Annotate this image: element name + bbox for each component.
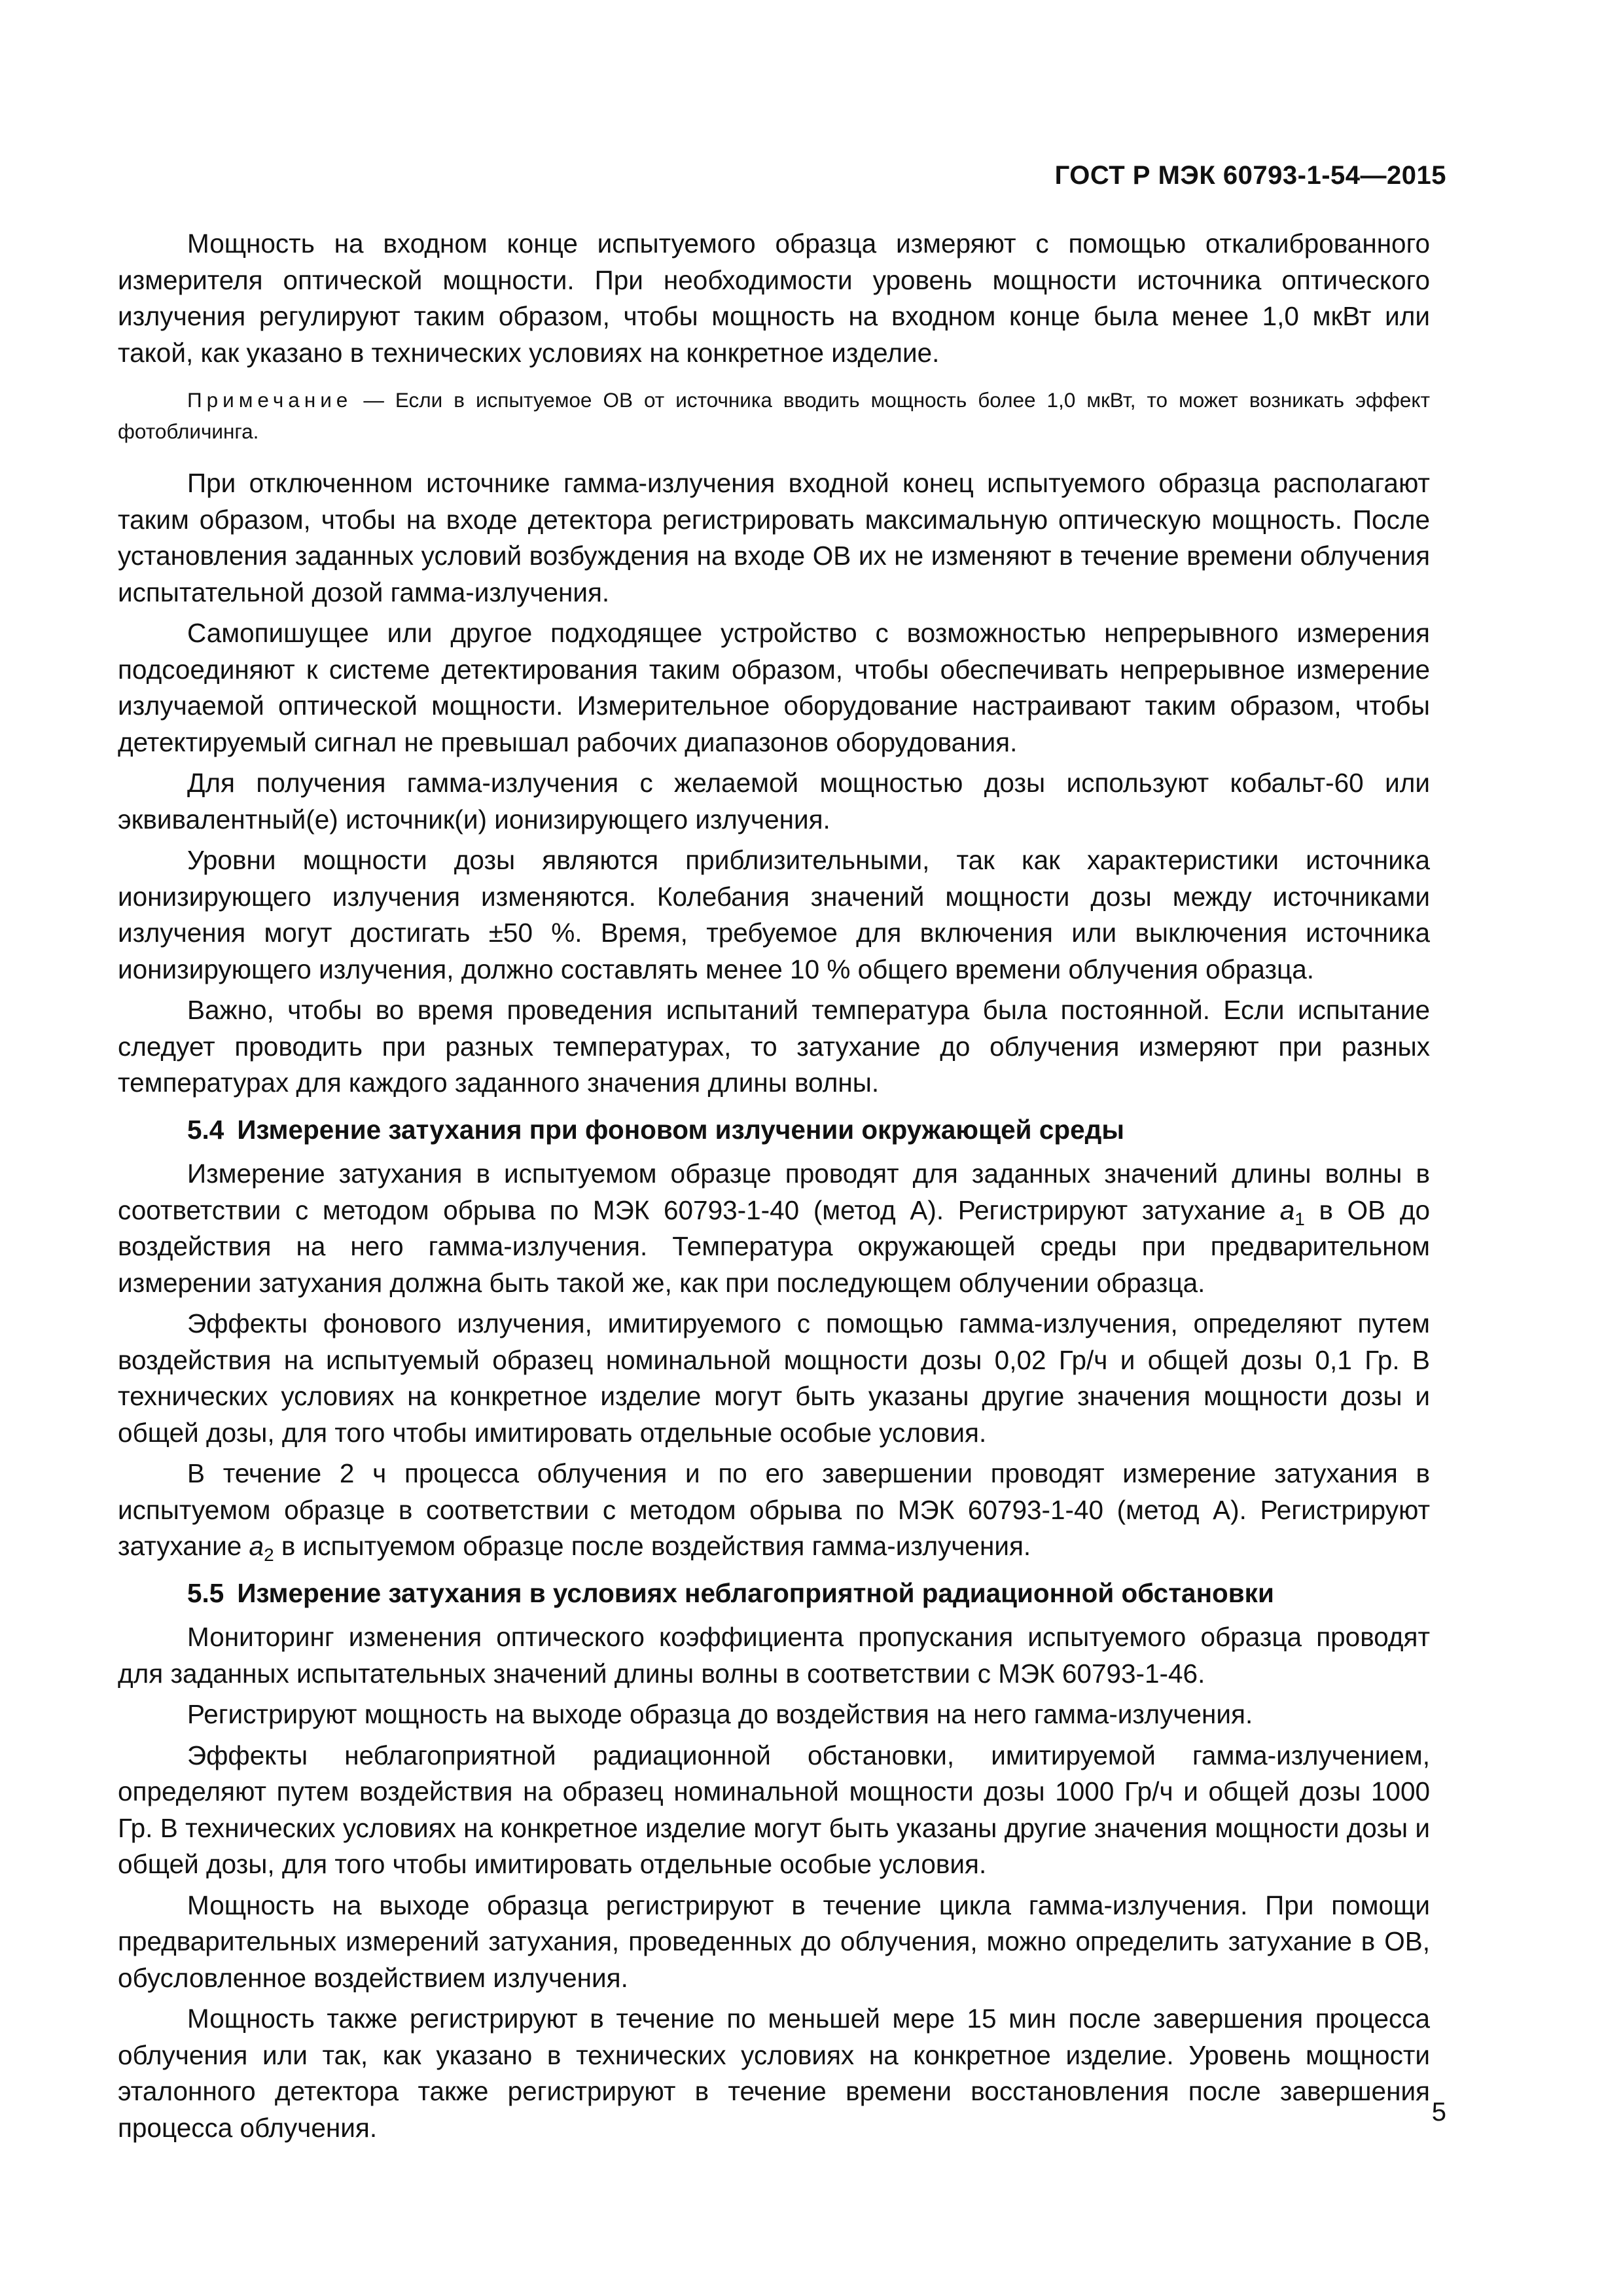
document-body — [118, 226, 1430, 2151]
page-number: 5 — [1431, 2098, 1446, 2126]
section-heading-5-5 — [118, 1575, 1430, 1612]
paragraph: Мощность на входном конце испытуемого образца измеряют с помощью откалиброванного измерителя оптической мощности. При необходимости уровень мощности источника оптического излучения регулируют таким образом, чтобы мощность на входном конце была менее 1,0 мкВт или такой, как указано в технических условиях на конкретное изделие. — [118, 228, 1430, 368]
paragraph: Мощность также регистрируют в течение по меньшей мере 15 мин после завершения процесса облучения или так, как указано в технических условиях на конкретное изделие. Уровень мощности эталонного детектора также регистрируют в течение времени восстановления после завершения процесса облучения. — [118, 2003, 1430, 2143]
section-title: Измерение затухания при фоновом излучении окружающей среды — [237, 1114, 1124, 1145]
text-run: В течение 2 ч процесса облучения и по его завершении проводят измерение затухания в испытуемом образце в соответствии с методом обрыва по МЭК 60793-1-40 (метод А). Регистрируют затухание — [118, 1458, 1430, 1561]
paragraph: Мощность на выходе образца регистрируют в течение цикла гамма-излучения. При помощи предварительных измерений затухания, проведенных до облучения, можно определить затухание в ОВ, обусловленное воздействием излучения. — [118, 1890, 1430, 1993]
paragraph: Для получения гамма-излучения с желаемой мощностью дозы используют кобальт-60 или эквивалентный(е) источник(и) ионизирующего излучения. — [118, 768, 1430, 834]
paragraph: Эффекты неблагоприятной радиационной обстановки, имитируемой гамма-излучением, определяют путем воздействия на образец номинальной мощности дозы 1000 Гр/ч и общей дозы 1000 Гр. В технических условиях на конкретное изделие могут быть указаны другие значения мощности дозы и общей дозы, для того чтобы имитировать отдельные особые условия. — [118, 1740, 1430, 1879]
variable-subscript: 1 — [1294, 1208, 1305, 1229]
paragraph: При отключенном источнике гамма-излучения входной конец испытуемого образца располагают таким образом, чтобы на входе детектора регистрировать максимальную оптическую мощность. После установления заданных условий возбуждения на входе ОВ их не изменяют в течение времени облучения испытательной дозой гамма-излучения. — [118, 468, 1430, 607]
text-run: в испытуемом образце после воздействия гамма-излучения. — [274, 1531, 1031, 1561]
paragraph — [118, 1156, 1430, 1301]
paragraph: Важно, чтобы во время проведения испытаний температура была постоянной. Если испытание следует проводить при разных температурах, то затухание до облучения измеряют при разных температурах для каждого заданного значения длины волны. — [118, 995, 1430, 1098]
paragraph: Эффекты фонового излучения, имитируемого с помощью гамма-излучения, определяют путем воздействия на испытуемый образец номинальной мощности дозы 0,02 Гр/ч и общей дозы 0,1 Гр. В технических условиях на конкретное изделие могут быть указаны другие значения мощности дозы и общей дозы, для того чтобы имитировать отдельные особые условия. — [118, 1308, 1430, 1448]
section-number: 5.5 — [187, 1577, 224, 1608]
section-number: 5.4 — [187, 1114, 224, 1145]
paragraph: Уровни мощности дозы являются приблизительными, так как характеристики источника ионизирующего излучения изменяются. Колебания значений мощности дозы между источниками излучения могут достигать ±50 %. Время, требуемое для включения или выключения источника ионизирующего излучения, должно составлять менее 10 % общего времени облучения образца. — [118, 845, 1430, 984]
note — [118, 384, 1430, 447]
document-header: ГОСТ Р МЭК 60793-1-54—2015 — [1054, 161, 1446, 190]
section-title: Измерение затухания в условиях неблагоприятной радиационной обстановки — [237, 1577, 1274, 1608]
paragraph: Регистрируют мощность на выходе образца до воздействия на него гамма-излучения. — [187, 1699, 1253, 1729]
text-run: в ОВ до воздействия на него гамма-излучения. Температура окружающей среды при предварительном измерении затухания должна быть такой же, как при последующем облучении образца. — [118, 1194, 1430, 1298]
note-label: Примечание — [187, 388, 353, 412]
variable-a: a — [249, 1531, 264, 1561]
paragraph: Мониторинг изменения оптического коэффициента пропускания испытуемого образца проводят для заданных испытательных значений длины волны в соответствии с МЭК 60793-1-46. — [118, 1622, 1430, 1689]
variable-subscript: 2 — [264, 1545, 274, 1565]
variable-a: a — [1279, 1194, 1295, 1225]
paragraph: Самопишущее или другое подходящее устройство с возможностью непрерывного измерения подсоединяют к системе детектирования таким образом, чтобы обеспечивать непрерывное измерение излучаемой оптической мощности. Измерительное оборудование настраивают таким образом, чтобы детектируемый сигнал не превышал рабочих диапазонов оборудования. — [118, 618, 1430, 757]
text-run: Измерение затухания в испытуемом образце проводят для заданных значений длины волны в соответствии с методом обрыва по МЭК 60793-1-40 (метод А). Регистрируют затухание — [118, 1158, 1430, 1225]
section-heading-5-4 — [118, 1112, 1430, 1149]
paragraph — [118, 1456, 1430, 1565]
note-text: — Если в испытуемое ОВ от источника вводить мощность более 1,0 мкВт, то может возникать эффект фотобличинга. — [118, 388, 1430, 443]
